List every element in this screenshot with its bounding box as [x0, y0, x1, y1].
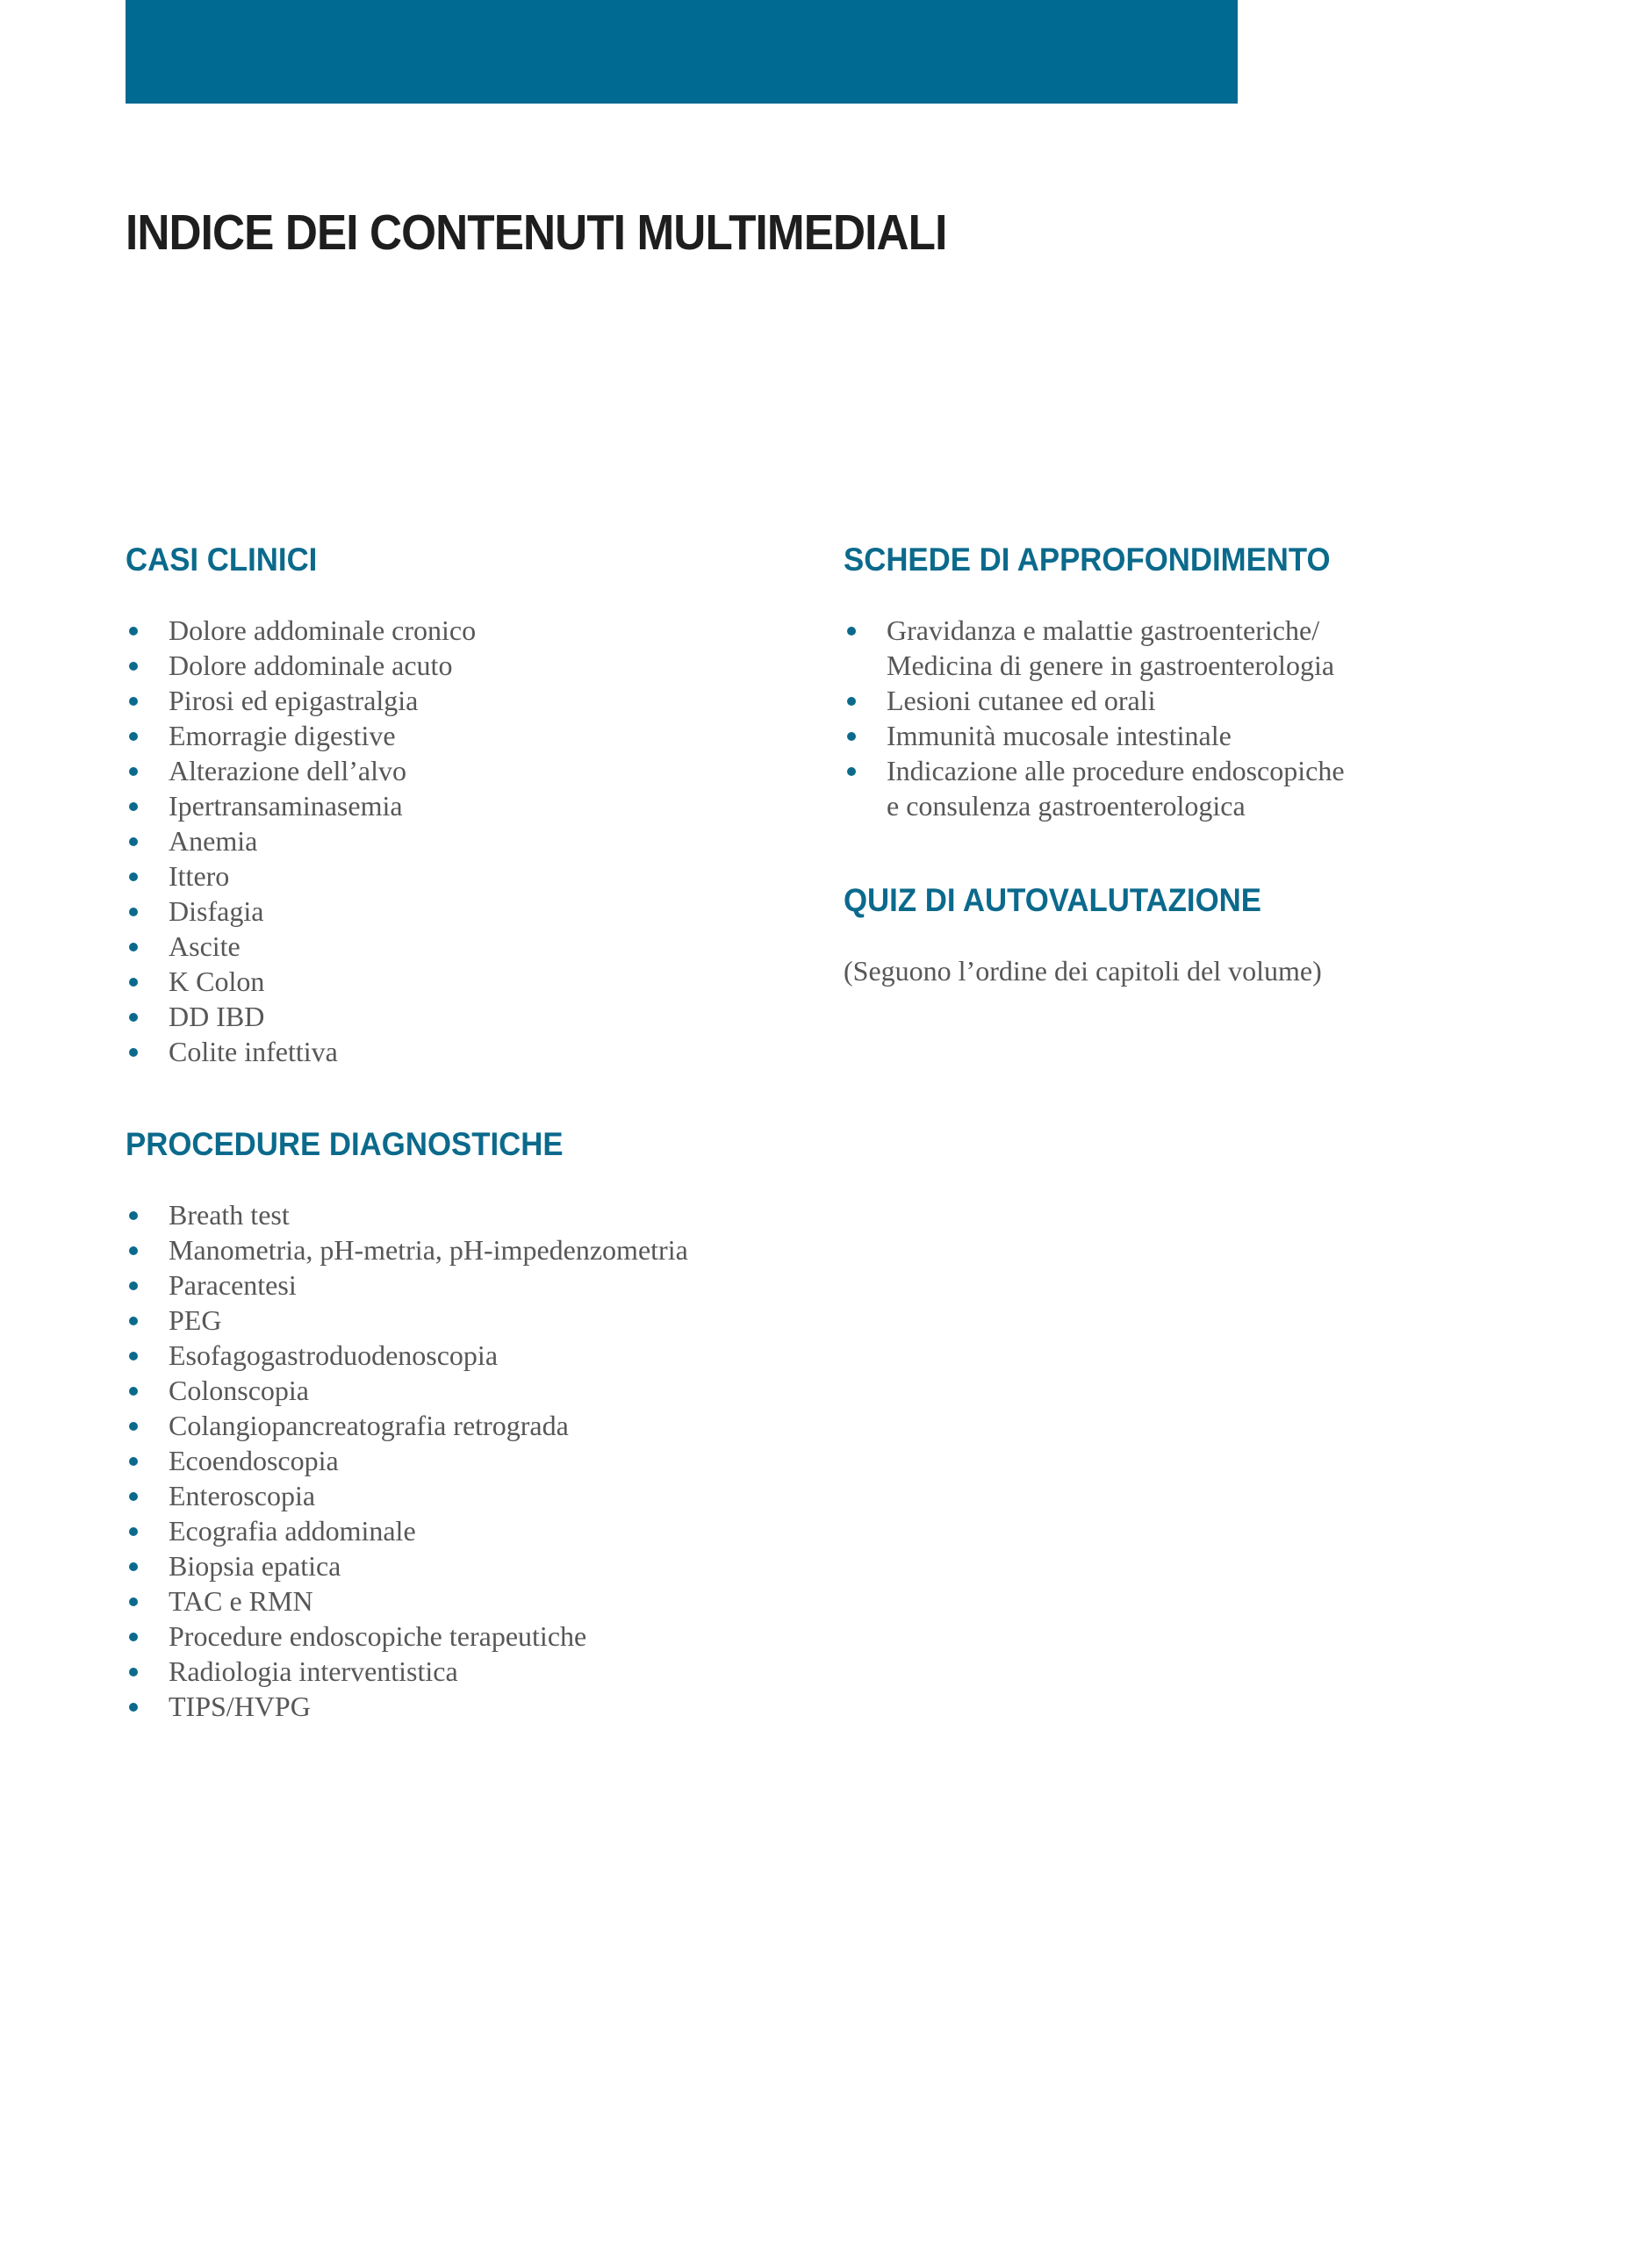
list-item[interactable]: Dolore addominale cronico [126, 613, 476, 648]
bullet-icon [129, 978, 138, 987]
bullet-icon [847, 697, 856, 706]
bullet-icon [129, 1013, 138, 1022]
list-item[interactable]: Ecoendoscopia [126, 1443, 688, 1478]
bullet-icon [129, 1211, 138, 1220]
bullet-icon [129, 1281, 138, 1290]
list-item[interactable]: Ascite [126, 929, 476, 964]
section-casi-clinici [126, 541, 476, 1069]
list-item[interactable]: TIPS/HVPG [126, 1689, 688, 1724]
bullet-icon [129, 1527, 138, 1536]
section-title-quiz[interactable]: QUIZ DI AUTOVALUTAZIONE [844, 882, 1261, 918]
list-item[interactable]: Paracentesi [126, 1267, 688, 1303]
bullet-icon [129, 943, 138, 951]
bullet-icon [129, 662, 138, 671]
bullet-icon [129, 767, 138, 776]
section-title-casi-clinici: CASI CLINICI [126, 542, 318, 578]
list-item[interactable]: Colangiopancreatografia retrograda [126, 1408, 688, 1443]
list-item[interactable]: Radiologia interventistica [126, 1654, 688, 1689]
bullet-icon [129, 1048, 138, 1057]
bullet-icon [129, 1317, 138, 1325]
bullet-icon [129, 802, 138, 811]
list-item[interactable]: Ittero [126, 858, 476, 894]
casi-clinici-list [126, 613, 476, 1069]
list-item[interactable]: DD IBD [126, 999, 476, 1034]
list-item[interactable]: Ecografia addominale [126, 1513, 688, 1548]
quiz-note: (Seguono l’ordine dei capitoli del volume) [844, 955, 1322, 987]
list-item[interactable]: Immunità mucosale intestinale [844, 718, 1361, 753]
list-item[interactable]: Disfagia [126, 894, 476, 929]
list-item[interactable]: Emorragie digestive [126, 718, 476, 753]
page-title: INDICE DEI CONTENUTI MULTIMEDIALI [126, 205, 947, 261]
list-item[interactable]: Esofagogastroduodenoscopia [126, 1338, 688, 1373]
procedure-list [126, 1197, 688, 1724]
header-color-bar [126, 0, 1238, 104]
bullet-icon [129, 1352, 138, 1360]
list-item[interactable]: PEG [126, 1303, 688, 1338]
bullet-icon [129, 1562, 138, 1571]
list-item[interactable]: Ipertransaminasemia [126, 788, 476, 823]
bullet-icon [129, 908, 138, 916]
bullet-icon [129, 1246, 138, 1255]
bullet-icon [129, 1387, 138, 1396]
bullet-icon [129, 1668, 138, 1676]
section-schede-di-approfondimento [844, 541, 1361, 823]
bullet-icon [129, 837, 138, 846]
section-title-schede: SCHEDE DI APPROFONDIMENTO [844, 542, 1331, 578]
section-quiz-di-autovalutazione [844, 881, 1322, 988]
bullet-icon [129, 1597, 138, 1606]
bullet-icon [129, 627, 138, 635]
section-procedure-diagnostiche [126, 1125, 688, 1724]
list-item[interactable]: Colite infettiva [126, 1034, 476, 1069]
bullet-icon [847, 732, 856, 741]
list-item[interactable]: Indicazione alle procedure endoscopiche e consulenza gastroenterologica [844, 753, 1361, 823]
section-title-procedure: PROCEDURE DIAGNOSTICHE [126, 1126, 564, 1162]
list-item[interactable]: Alterazione dell’alvo [126, 753, 476, 788]
list-item[interactable]: TAC e RMN [126, 1583, 688, 1619]
list-item[interactable]: Breath test [126, 1197, 688, 1232]
bullet-icon [129, 1422, 138, 1431]
bullet-icon [129, 1633, 138, 1641]
bullet-icon [129, 732, 138, 741]
list-item[interactable]: Gravidanza e malattie gastroenteriche/ Medicina di genere in gastroenterologia [844, 613, 1361, 683]
list-item[interactable]: Dolore addominale acuto [126, 648, 476, 683]
bullet-icon [847, 767, 856, 776]
bullet-icon [847, 627, 856, 635]
bullet-icon [129, 697, 138, 706]
list-item[interactable]: Lesioni cutanee ed orali [844, 683, 1361, 718]
schede-list [844, 613, 1361, 823]
list-item[interactable]: Anemia [126, 823, 476, 858]
bullet-icon [129, 1703, 138, 1712]
bullet-icon [129, 1492, 138, 1501]
list-item[interactable]: Biopsia epatica [126, 1548, 688, 1583]
list-item[interactable]: K Colon [126, 964, 476, 999]
list-item[interactable]: Colonscopia [126, 1373, 688, 1408]
list-item[interactable]: Enteroscopia [126, 1478, 688, 1513]
bullet-icon [129, 872, 138, 881]
list-item[interactable]: Procedure endoscopiche terapeutiche [126, 1619, 688, 1654]
bullet-icon [129, 1457, 138, 1466]
list-item[interactable]: Pirosi ed epigastralgia [126, 683, 476, 718]
list-item[interactable]: Manometria, pH-metria, pH-impedenzometria [126, 1232, 688, 1267]
